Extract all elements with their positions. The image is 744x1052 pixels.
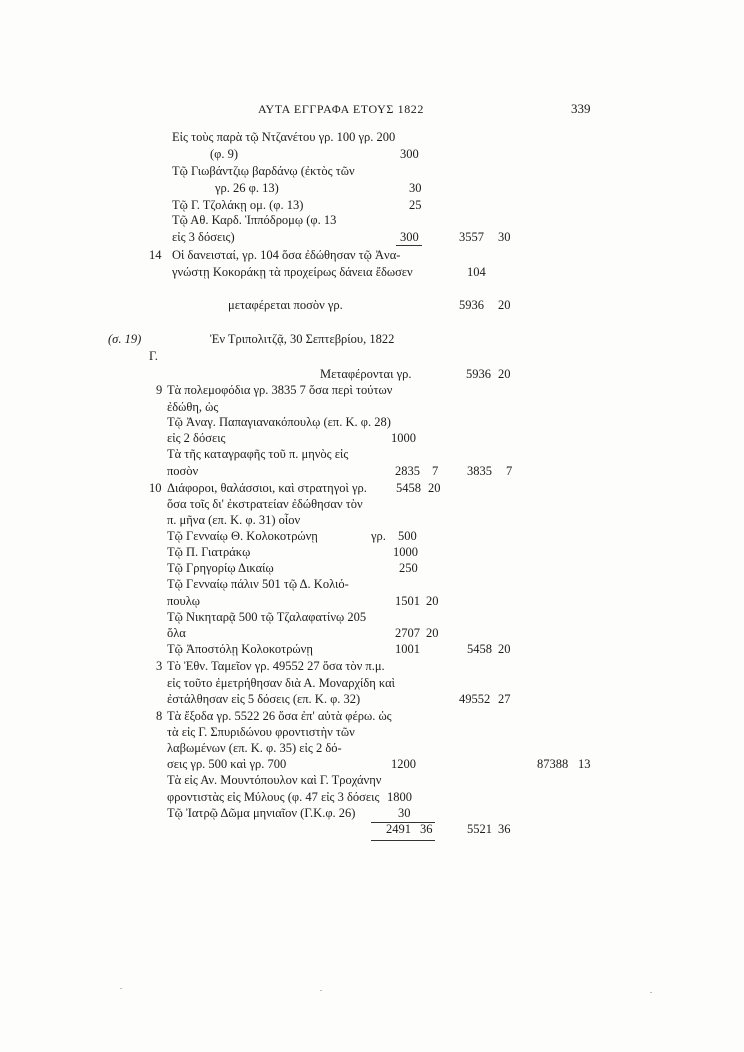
amount: 5458	[467, 642, 492, 656]
amount: 1800	[387, 790, 412, 804]
item-number: 9	[156, 383, 163, 397]
entry-line: εἰς 3 δόσεις)	[172, 230, 235, 244]
scan-speck	[650, 992, 652, 993]
entry-line: γνώστῃ Κοκοράκῃ τὰ προχείρως δάνεια ἔδωσεν	[172, 265, 413, 279]
entry-line: Τὰ πολεμοφόδια γρ. 3835 7 ὅσα περὶ τούτων	[167, 383, 393, 397]
entry-line: εἰς 2 δόσεις	[167, 431, 226, 445]
entry-line: Τῷ Γενναίῳ Θ. Κολοκοτρώνῃ	[167, 529, 318, 543]
amount: 30	[398, 806, 411, 820]
entry-line: π. μῆνα (επ. Κ. φ. 31) οἷον	[167, 513, 301, 527]
running-title: ΑΥΤΑ ΕΓΓΡΑΦΑ ΕΤΟΥΣ 1822	[258, 102, 425, 116]
amount: 20	[498, 367, 511, 381]
entry-line: Τῷ Ἀποστόλῃ Κολοκοτρώνῃ	[167, 642, 313, 656]
entry-line: Τῷ Γιωβάντζιῳ βαρδάνῳ (ἐκτὸς τῶν	[172, 164, 355, 178]
entry-line: ἐδώθη, ὡς	[167, 400, 219, 414]
entry-line: πουλῳ	[167, 594, 201, 608]
amount: 1001	[395, 642, 420, 656]
amount: 20	[426, 626, 439, 640]
item-number: 8	[156, 709, 163, 723]
sum-rule	[371, 840, 435, 841]
amount: 300	[400, 147, 419, 161]
amount: 1200	[391, 757, 416, 771]
amount: 500	[398, 529, 417, 543]
amount: 20	[498, 642, 511, 656]
entry-line: Διάφοροι, θαλάσσιοι, καὶ στρατηγοὶ γρ.	[167, 481, 367, 495]
entry-line: Τὰ εἰς Αν. Μουντόπουλον καὶ Γ. Τροχάνην	[167, 773, 382, 787]
grand-total: 87388	[537, 757, 569, 771]
amount: 5936	[459, 298, 484, 312]
entry-line: ὅσα τοῖς δι' ἐκστρατείαν ἐδώθησαν τὸν	[167, 497, 363, 511]
amount: 5936	[466, 367, 491, 381]
entry-line: Τῷ Ἀναγ. Παπαγιανακόπουλῳ (επ. Κ. φ. 28)	[167, 415, 391, 429]
entry-line: σεις γρ. 500 καὶ γρ. 700	[167, 757, 287, 771]
entry-line: Τὰ τῆς καταγραφῆς τοῦ π. μηνὸς εἰς	[167, 447, 349, 461]
carried-forward-label: μεταφέρεται ποσὸν γρ.	[228, 298, 343, 312]
grand-total: 13	[578, 757, 591, 771]
entry-line: ὅλα	[167, 626, 186, 640]
entry-line: Τῷ Αθ. Καρδ. Ἱππόδρομῳ (φ. 13	[172, 213, 337, 227]
amount: 2835	[395, 464, 420, 478]
entry-line: ἐστάλθησαν εἰς 5 δόσεις (επ. Κ. φ. 32)	[167, 692, 361, 706]
amount: 1501	[395, 594, 420, 608]
amount: 250	[399, 561, 418, 575]
entry-line: Τῷ Γενναίῳ πάλιν 501 τῷ Δ. Κολιό-	[167, 577, 349, 591]
amount: 1000	[391, 431, 416, 445]
amount: 7	[506, 464, 513, 478]
page-number: 339	[571, 101, 591, 116]
entry-line: φροντιστὰς εἰς Μύλους (φ. 47 εἰς 3 δόσεις	[167, 790, 380, 804]
section-letter: Γ.	[149, 349, 158, 363]
amount: 5521	[467, 822, 492, 836]
place-date-heading: Ἐν Τριπολιτζᾷ, 30 Σεπτεβρίου, 1822	[210, 332, 395, 346]
amount: 3557	[459, 230, 484, 244]
item-number: 14	[149, 248, 162, 262]
amount: 30	[409, 181, 422, 195]
amount: 20	[428, 481, 441, 495]
amount: 30	[498, 230, 511, 244]
amount: 2491	[386, 822, 411, 836]
entry-line: γρ. 26 φ. 13)	[215, 181, 279, 195]
entry-line: Εἰς τοὺς παρὰ τῷ Ντζανέτου γρ. 100 γρ. 200	[172, 130, 396, 144]
currency-label: γρ.	[371, 529, 386, 543]
entry-line: Τῷ Π. Γιατράκῳ	[167, 545, 251, 559]
entry-line: εἰς τοῦτο ἐμετρήθησαν διὰ Α. Μοναρχίδη καὶ	[167, 676, 396, 690]
section-reference: (σ. 19)	[108, 332, 142, 346]
entry-line: Τὰ ἔξοδα γρ. 5522 26 ὅσα ἐπ' αὐτὰ φέρω. ὡς	[167, 709, 392, 723]
amount: 27	[498, 692, 511, 706]
entry-line: τὰ εἰς Γ. Σπυριδώνου φροντιστὴν τῶν	[167, 725, 355, 739]
entry-line: (φ. 9)	[210, 147, 239, 161]
amount: 36	[420, 822, 433, 836]
amount: 49552	[459, 692, 491, 706]
amount: 104	[467, 265, 486, 279]
amount: 20	[426, 594, 439, 608]
sum-rule	[396, 245, 422, 246]
entry-line: ποσὸν	[167, 464, 199, 478]
item-number: 3	[156, 659, 163, 673]
entry-line: Οἱ δανεισταί, γρ. 104 ὅσα ἐδώθησαν τῷ Ἀνα-	[172, 248, 401, 262]
entry-line: Τῷ Νικηταρᾷ 500 τῷ Τζαλαφατίνῳ 205	[167, 610, 367, 624]
brought-forward-label: Μεταφέρονται γρ.	[320, 367, 412, 381]
entry-line: λαβωμένων (επ. Κ. φ. 35) εἰς 2 δό-	[167, 741, 342, 755]
entry-line: Τῷ Γρηγορίῳ Δικαίῳ	[167, 561, 274, 575]
entry-line: Τὸ Ἐθν. Ταμεῖον γρ. 49552 27 ὅσα τὸν π.μ.	[167, 659, 385, 673]
entry-line: Τῷ Γ. Τζολάκῃ ομ. (φ. 13)	[172, 198, 304, 212]
item-number: 10	[149, 481, 162, 495]
scan-speck	[320, 990, 322, 991]
amount: 1000	[393, 545, 418, 559]
amount: 300	[400, 230, 419, 244]
amount: 20	[498, 298, 511, 312]
amount: 2707	[395, 626, 420, 640]
amount: 36	[498, 822, 511, 836]
scan-speck	[120, 988, 122, 989]
amount: 5458	[396, 481, 421, 495]
amount: 3835	[467, 464, 492, 478]
amount: 25	[409, 198, 422, 212]
amount: 7	[432, 464, 439, 478]
entry-line: Τῷ Ἰατρῷ Δῶμα μηνιαῖον (Γ.Κ.φ. 26)	[167, 806, 356, 820]
